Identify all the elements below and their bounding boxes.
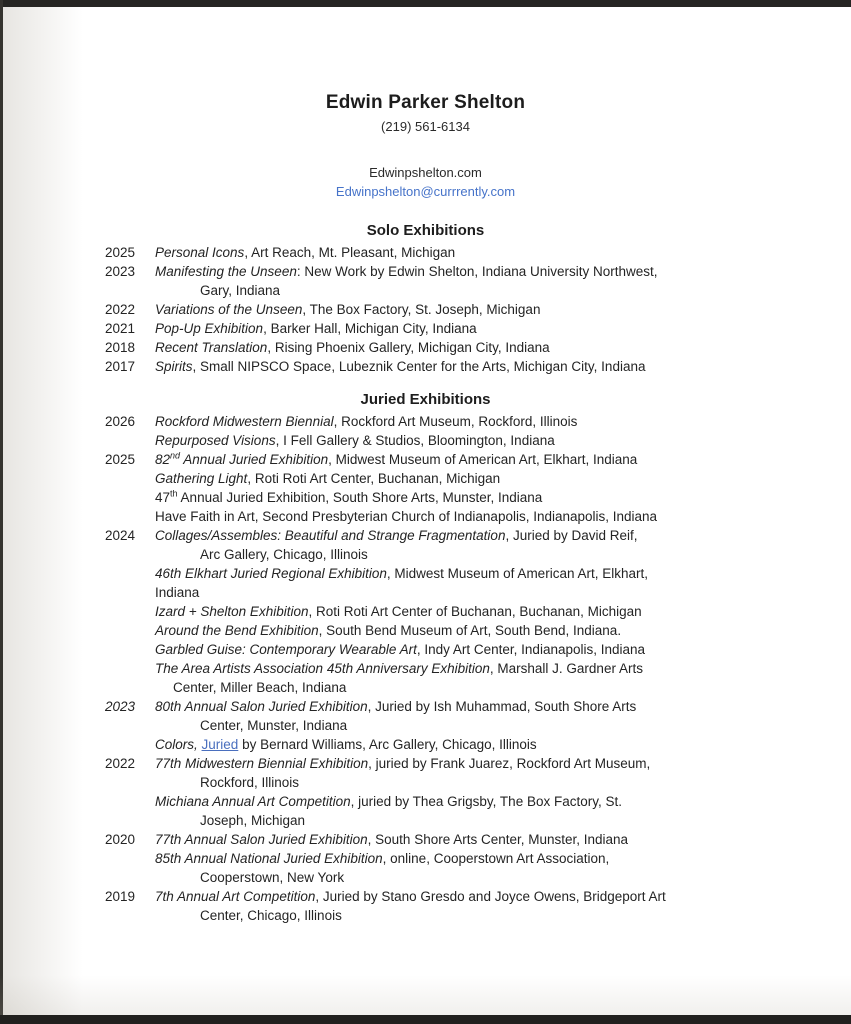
entry-year: 2025 bbox=[105, 245, 136, 260]
exhibition-entry bbox=[0, 849, 851, 887]
exhibition-line bbox=[155, 469, 851, 488]
text-segment: Cooperstown, New York bbox=[200, 870, 345, 885]
text-segment: 82 bbox=[155, 452, 171, 467]
entry-lines bbox=[155, 564, 851, 602]
text-segment: Rockford, Illinois bbox=[200, 775, 300, 790]
exhibition-line bbox=[155, 659, 851, 678]
entry-lines bbox=[155, 754, 851, 792]
entry-lines bbox=[155, 792, 851, 830]
entry-year: 2019 bbox=[105, 889, 136, 904]
entry-lines bbox=[155, 488, 851, 507]
text-segment: by Bernard Williams, Arc Gallery, Chicago, Illinois bbox=[238, 737, 537, 752]
entry-lines bbox=[155, 262, 851, 300]
exhibition-line bbox=[200, 811, 851, 830]
exhibition-entry bbox=[0, 507, 851, 526]
exhibition-line bbox=[200, 906, 851, 925]
exhibition-entry bbox=[0, 564, 851, 602]
entry-year bbox=[105, 849, 155, 887]
text-segment: , The Box Factory, St. Joseph, Michigan bbox=[302, 302, 541, 317]
entry-lines bbox=[155, 357, 851, 376]
exhibition-line bbox=[155, 640, 851, 659]
entry-lines bbox=[155, 526, 851, 564]
exhibition-entry bbox=[0, 887, 851, 925]
exhibition-entry bbox=[0, 338, 851, 357]
exhibition-entry bbox=[0, 659, 851, 697]
text-segment: Annual Juried Exhibition bbox=[180, 452, 329, 467]
scan-shading-bottom bbox=[0, 975, 851, 1015]
entry-year: 2026 bbox=[105, 414, 136, 429]
text-segment: Variations of the Unseen bbox=[155, 302, 303, 317]
text-segment: Arc Gallery, Chicago, Illinois bbox=[200, 547, 368, 562]
exhibition-line bbox=[155, 450, 851, 469]
entry-lines bbox=[155, 659, 851, 697]
text-segment: Around the Bend Exhibition bbox=[155, 623, 319, 638]
section-title: Juried Exhibitions bbox=[360, 391, 491, 408]
entry-lines bbox=[155, 735, 851, 754]
text-segment: Juried bbox=[201, 737, 239, 752]
text-segment: Garbled Guise: Contemporary Wearable Art bbox=[155, 642, 417, 657]
text-segment: , Roti Roti Art Center, Buchanan, Michigan bbox=[247, 471, 501, 486]
text-segment: Manifesting the Unseen bbox=[155, 264, 297, 279]
text-segment: Have Faith in Art, Second Presbyterian Church of Indianapolis, Indianapolis, Indiana bbox=[155, 509, 658, 524]
exhibition-line bbox=[155, 754, 851, 773]
entry-lines bbox=[155, 450, 851, 469]
exhibition-line bbox=[155, 319, 851, 338]
text-segment: 77th Annual Salon Juried Exhibition bbox=[155, 832, 368, 847]
exhibition-line bbox=[200, 773, 851, 792]
text-segment: , Juried by Ish Muhammad, South Shore Arts bbox=[367, 699, 637, 714]
text-segment: , South Shore Arts Center, Munster, Indiana bbox=[367, 832, 629, 847]
entry-lines bbox=[155, 849, 851, 887]
text-segment: , online, Cooperstown Art Association, bbox=[382, 851, 610, 866]
text-segment: nd bbox=[170, 450, 181, 461]
entry-lines bbox=[155, 243, 851, 262]
exhibition-entry bbox=[0, 469, 851, 488]
text-segment: Gary, Indiana bbox=[200, 283, 281, 298]
exhibition-entry bbox=[0, 319, 851, 338]
exhibition-line bbox=[200, 868, 851, 887]
exhibition-entry bbox=[0, 792, 851, 830]
exhibition-entry bbox=[0, 262, 851, 300]
phone-number: (219) 561-6134 bbox=[381, 119, 470, 134]
entry-lines bbox=[155, 602, 851, 621]
text-segment: , Barker Hall, Michigan City, Indiana bbox=[263, 321, 477, 336]
exhibition-line bbox=[155, 488, 851, 507]
text-segment: 7th Annual Art Competition bbox=[155, 889, 316, 904]
exhibition-line bbox=[155, 583, 851, 602]
entry-lines bbox=[155, 640, 851, 659]
section-title: Solo Exhibitions bbox=[366, 222, 485, 239]
scan-border-bottom bbox=[0, 1015, 851, 1024]
exhibition-line bbox=[155, 830, 851, 849]
exhibition-entry bbox=[0, 431, 851, 450]
entry-year: 2018 bbox=[105, 340, 136, 355]
text-segment: , Rising Phoenix Gallery, Michigan City, Indiana bbox=[267, 340, 550, 355]
text-segment: 47 bbox=[155, 490, 171, 505]
entry-year bbox=[105, 621, 155, 640]
exhibition-entry bbox=[0, 357, 851, 376]
entry-year bbox=[105, 564, 155, 602]
exhibition-line bbox=[155, 338, 851, 357]
text-segment: , Marshall J. Gardner Arts bbox=[489, 661, 643, 676]
entry-year: 2023 bbox=[105, 699, 136, 714]
exhibition-line bbox=[155, 735, 851, 754]
text-segment: Spirits bbox=[155, 359, 193, 374]
exhibition-list bbox=[0, 412, 851, 925]
entry-lines bbox=[155, 621, 851, 640]
text-segment: Collages/Assembles: Beautiful and Strange Fragmentation bbox=[155, 528, 506, 543]
entry-year bbox=[105, 469, 155, 488]
exhibition-entry bbox=[0, 243, 851, 262]
exhibition-line bbox=[200, 545, 851, 564]
text-segment: Recent Translation bbox=[155, 340, 268, 355]
text-segment: Rockford Midwestern Biennial bbox=[155, 414, 334, 429]
entry-year bbox=[105, 431, 155, 450]
exhibition-line bbox=[155, 243, 851, 262]
exhibition-line bbox=[173, 678, 851, 697]
text-segment: , juried by Thea Grigsby, The Box Factory, St. bbox=[350, 794, 622, 809]
exhibition-entry bbox=[0, 602, 851, 621]
exhibition-entry bbox=[0, 735, 851, 754]
entry-year: 2021 bbox=[105, 321, 136, 336]
text-segment: , I Fell Gallery & Studios, Bloomington, Indiana bbox=[275, 433, 555, 448]
page-title: Edwin Parker Shelton bbox=[325, 92, 526, 113]
entry-year bbox=[105, 507, 155, 526]
text-segment: , South Bend Museum of Art, South Bend, Indiana. bbox=[318, 623, 622, 638]
exhibition-entry bbox=[0, 621, 851, 640]
text-segment: The Area Artists Association 45th Anniversary Exhibition bbox=[155, 661, 490, 676]
text-segment: Repurposed Visions bbox=[155, 433, 276, 448]
entry-lines bbox=[155, 469, 851, 488]
text-segment: Izard + Shelton Exhibition bbox=[155, 604, 309, 619]
text-segment: : New Work by Edwin Shelton, Indiana University Northwest, bbox=[296, 264, 658, 279]
text-segment: , Small NIPSCO Space, Lubeznik Center for the Arts, Michigan City, Indiana bbox=[192, 359, 646, 374]
entry-year bbox=[105, 640, 155, 659]
text-segment: , Juried by David Reif, bbox=[505, 528, 638, 543]
entry-year bbox=[105, 735, 155, 754]
exhibition-list bbox=[0, 243, 851, 376]
text-segment: , Rockford Art Museum, Rockford, Illinois bbox=[333, 414, 578, 429]
text-segment: th bbox=[170, 488, 178, 499]
exhibition-entry bbox=[0, 300, 851, 319]
entry-lines bbox=[155, 338, 851, 357]
entry-year bbox=[105, 659, 155, 697]
text-segment: Michiana Annual Art Competition bbox=[155, 794, 351, 809]
text-segment: Colors, bbox=[155, 737, 198, 752]
exhibition-line bbox=[155, 526, 851, 545]
exhibition-line bbox=[155, 357, 851, 376]
entry-year: 2022 bbox=[105, 756, 136, 771]
exhibition-line bbox=[155, 621, 851, 640]
text-segment: , Indy Art Center, Indianapolis, Indiana bbox=[416, 642, 646, 657]
exhibition-entry bbox=[0, 488, 851, 507]
exhibition-line bbox=[155, 887, 851, 906]
exhibition-line bbox=[200, 281, 851, 300]
text-segment: Annual Juried Exhibition, South Shore Arts, Munster, Indiana bbox=[177, 490, 543, 505]
entry-year bbox=[105, 488, 155, 507]
text-segment: Center, Chicago, Illinois bbox=[200, 908, 342, 923]
entry-lines bbox=[155, 697, 851, 735]
text-segment: 77th Midwestern Biennial Exhibition bbox=[155, 756, 369, 771]
entry-year bbox=[105, 602, 155, 621]
exhibition-entry bbox=[0, 526, 851, 564]
email-link[interactable]: Edwinpshelton@currrently.com bbox=[335, 184, 516, 199]
exhibition-line bbox=[155, 431, 851, 450]
exhibition-line bbox=[155, 262, 851, 281]
exhibition-entry bbox=[0, 412, 851, 431]
entry-lines bbox=[155, 431, 851, 450]
exhibition-entry bbox=[0, 754, 851, 792]
entry-year: 2017 bbox=[105, 359, 136, 374]
exhibition-line bbox=[200, 716, 851, 735]
text-segment: Gathering Light bbox=[155, 471, 248, 486]
exhibition-line bbox=[155, 564, 851, 583]
exhibition-entry bbox=[0, 697, 851, 735]
entry-lines bbox=[155, 507, 851, 526]
exhibition-line bbox=[155, 697, 851, 716]
entry-year: 2022 bbox=[105, 302, 136, 317]
entry-year: 2023 bbox=[105, 264, 136, 279]
entry-lines bbox=[155, 319, 851, 338]
text-segment: 85th Annual National Juried Exhibition bbox=[155, 851, 383, 866]
text-segment: Indiana bbox=[155, 585, 200, 600]
entry-lines bbox=[155, 412, 851, 431]
text-segment: Center, Miller Beach, Indiana bbox=[173, 680, 347, 695]
text-segment: Pop-Up Exhibition bbox=[155, 321, 264, 336]
entry-lines bbox=[155, 300, 851, 319]
entry-year: 2024 bbox=[105, 528, 136, 543]
text-segment: Personal Icons bbox=[155, 245, 245, 260]
entry-year: 2025 bbox=[105, 452, 136, 467]
text-segment: Center, Munster, Indiana bbox=[200, 718, 348, 733]
exhibition-line bbox=[155, 849, 851, 868]
entry-year: 2020 bbox=[105, 832, 136, 847]
exhibition-line bbox=[155, 792, 851, 811]
text-segment: , Midwest Museum of American Art, Elkhart, Indiana bbox=[328, 452, 638, 467]
entry-lines bbox=[155, 887, 851, 925]
sections-container bbox=[0, 222, 851, 925]
website-text: Edwinpshelton.com bbox=[369, 165, 482, 180]
text-segment: , Roti Roti Art Center of Buchanan, Buchanan, Michigan bbox=[308, 604, 642, 619]
exhibition-line bbox=[155, 507, 851, 526]
exhibition-line bbox=[155, 602, 851, 621]
exhibition-entry bbox=[0, 640, 851, 659]
exhibition-entry bbox=[0, 450, 851, 469]
text-segment: 80th Annual Salon Juried Exhibition bbox=[155, 699, 368, 714]
text-segment: , Art Reach, Mt. Pleasant, Michigan bbox=[244, 245, 456, 260]
text-segment: , Midwest Museum of American Art, Elkhart, bbox=[386, 566, 648, 581]
exhibition-line bbox=[155, 300, 851, 319]
exhibition-line bbox=[155, 412, 851, 431]
text-segment: , Juried by Stano Gresdo and Joyce Owens, Bridgeport Art bbox=[315, 889, 666, 904]
text-segment: 46th Elkhart Juried Regional Exhibition bbox=[155, 566, 387, 581]
exhibition-entry bbox=[0, 830, 851, 849]
entry-year bbox=[105, 792, 155, 830]
text-segment: Joseph, Michigan bbox=[200, 813, 306, 828]
text-segment: , juried by Frank Juarez, Rockford Art Museum, bbox=[368, 756, 651, 771]
entry-lines bbox=[155, 830, 851, 849]
